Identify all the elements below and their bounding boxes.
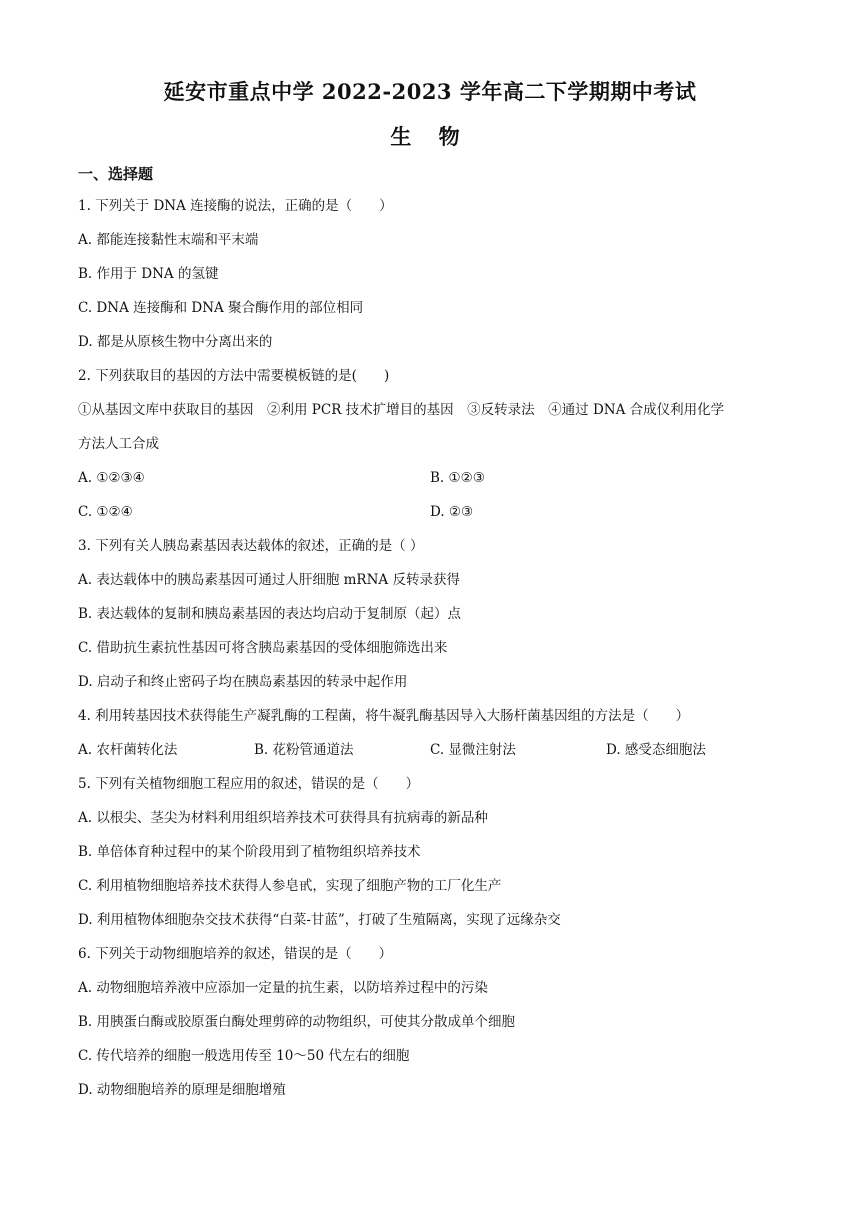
q4-stem: 4. 利用转基因技术获得能生产凝乳酶的工程菌，将牛凝乳酶基因导入大肠杆菌基因组的方法是（ ） [78, 708, 690, 724]
exam-subject: 生 物 [390, 124, 470, 149]
q3-option-c: C. 借助抗生素抗性基因可将含胰岛素基因的受体细胞筛选出来 [78, 640, 448, 656]
q3-option-d: D. 启动子和终止密码子均在胰岛素基因的转录中起作用 [78, 674, 408, 690]
q1-stem: 1. 下列关于 DNA 连接酶的说法，正确的是（ ） [78, 198, 393, 214]
q4-option-a: A. 农杆菌转化法 [78, 742, 178, 758]
section-heading: 一、选择题 [78, 165, 154, 183]
q6-option-d: D. 动物细胞培养的原理是细胞增殖 [78, 1082, 286, 1098]
q5-option-d: D. 利用植物体细胞杂交技术获得“白菜-甘蓝”，打破了生殖隔离，实现了远缘杂交 [78, 912, 561, 928]
q5-stem: 5. 下列有关植物细胞工程应用的叙述，错误的是（ ） [78, 776, 420, 792]
q3-option-a: A. 表达载体中的胰岛素基因可通过人肝细胞 mRNA 反转录获得 [78, 572, 460, 588]
q6-option-b: B. 用胰蛋白酶或胶原蛋白酶处理剪碎的动物组织，可使其分散成单个细胞 [78, 1014, 516, 1030]
q2-items-line1: ①从基因文库中获取目的基因 ②利用 PCR 技术扩增目的基因 ③反转录法 ④通过 DNA 合成仪利用化学 [78, 402, 725, 418]
q2-option-a: A. ①②③④ [78, 470, 145, 486]
q5-option-b: B. 单倍体育种过程中的某个阶段用到了植物组织培养技术 [78, 844, 421, 860]
q2-items-line2: 方法人工合成 [78, 436, 159, 452]
q2-option-b: B. ①②③ [430, 470, 485, 486]
q1-option-c: C. DNA 连接酶和 DNA 聚合酶作用的部位相同 [78, 300, 364, 316]
q4-option-d: D. 感受态细胞法 [606, 742, 706, 758]
q1-option-a: A. 都能连接黏性末端和平末端 [78, 232, 259, 248]
q3-stem: 3. 下列有关人胰岛素基因表达载体的叙述，正确的是（ ） [78, 538, 424, 554]
exam-title: 延安市重点中学 2022-2023 学年高二下学期期中考试 [163, 79, 697, 104]
q1-option-b: B. 作用于 DNA 的氢键 [78, 266, 219, 282]
q2-stem: 2. 下列获取目的基因的方法中需要模板链的是( ) [78, 368, 390, 384]
q4-option-b: B. 花粉管通道法 [254, 742, 354, 758]
q2-option-c: C. ①②④ [78, 504, 133, 520]
q6-option-c: C. 传代培养的细胞一般选用传至 10～50 代左右的细胞 [78, 1048, 410, 1064]
q6-option-a: A. 动物细胞培养液中应添加一定量的抗生素，以防培养过程中的污染 [78, 980, 488, 996]
q4-option-c: C. 显微注射法 [430, 742, 516, 758]
q5-option-c: C. 利用植物细胞培养技术获得人参皂甙，实现了细胞产物的工厂化生产 [78, 878, 502, 894]
q5-option-a: A. 以根尖、茎尖为材料利用组织培养技术可获得具有抗病毒的新品种 [78, 810, 488, 826]
q3-option-b: B. 表达载体的复制和胰岛素基因的表达均启动于复制原（起）点 [78, 606, 462, 622]
q6-stem: 6. 下列关于动物细胞培养的叙述，错误的是（ ） [78, 946, 393, 962]
q1-option-d: D. 都是从原核生物中分离出来的 [78, 334, 273, 350]
q2-option-d: D. ②③ [430, 504, 474, 520]
